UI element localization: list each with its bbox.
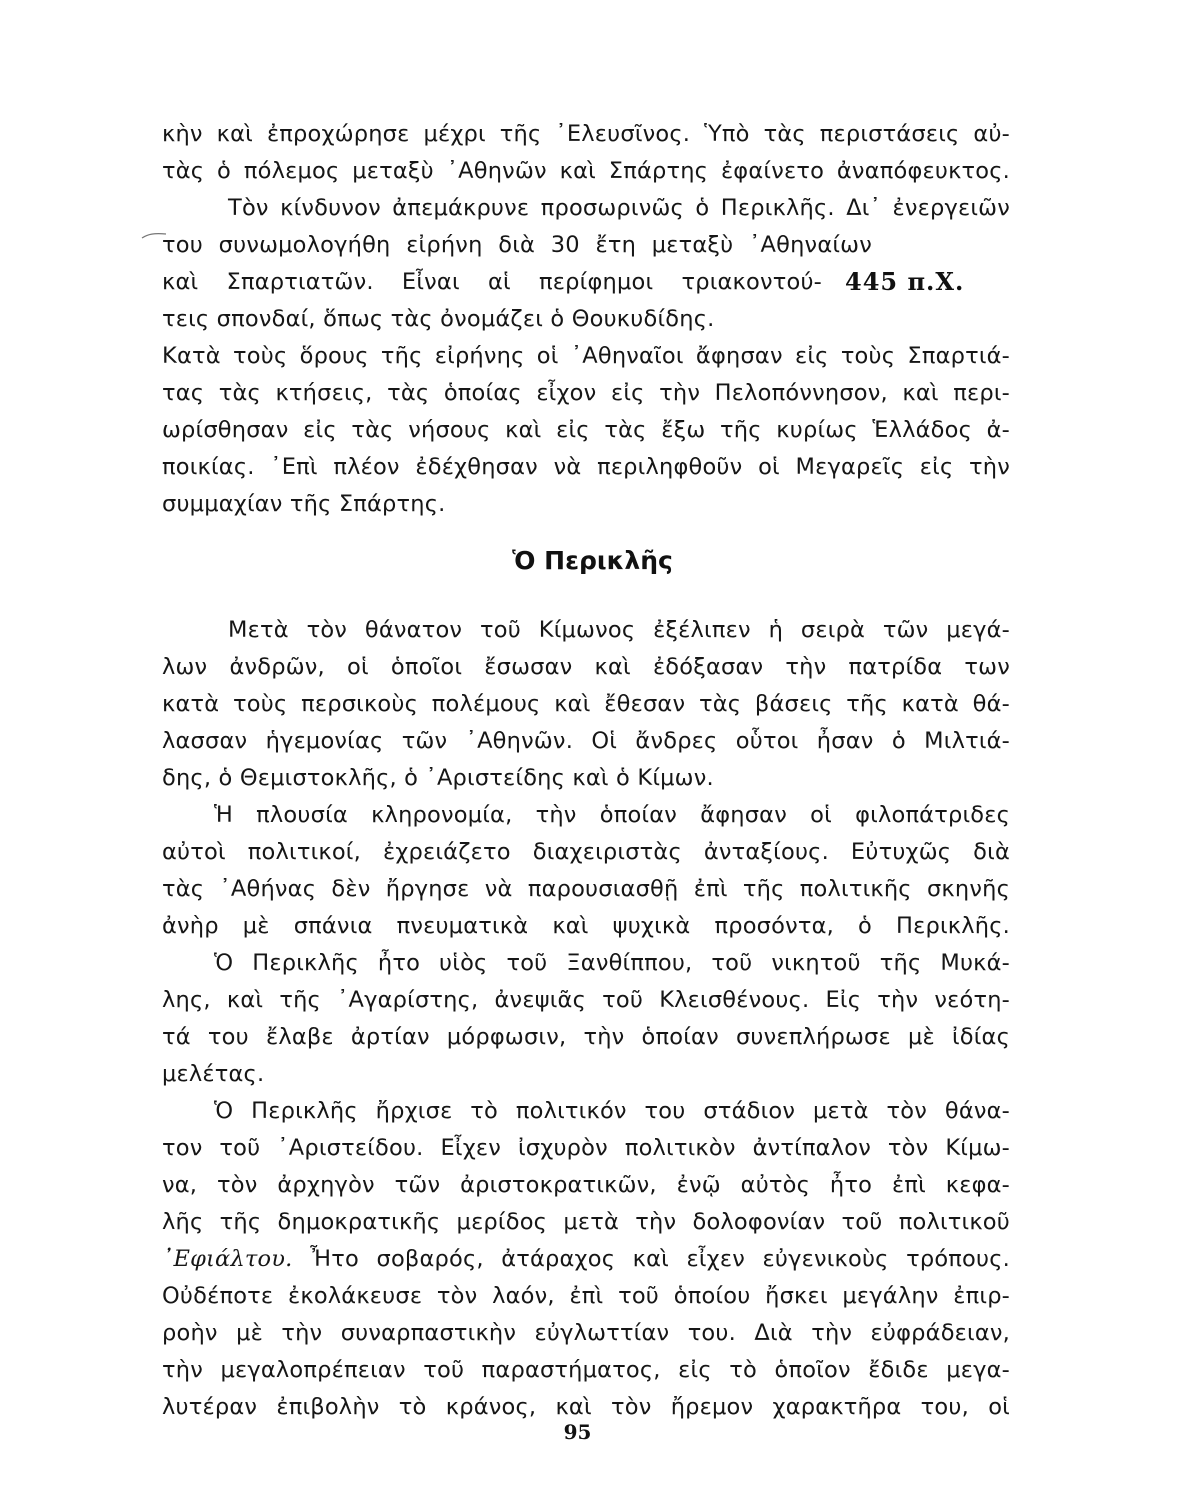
text-line: τά του ἔλαβε ἀρτίαν μόρφωσιν, τὴν ὁποίαν συνεπλήρωσε μὲ ἰδίας xyxy=(162,1024,1010,1050)
text-line: καὶ Σπαρτιατῶν. Εἶναι αἱ περίφημοι τριακοντού- xyxy=(162,269,822,295)
section-heading xyxy=(0,543,1185,579)
text-line: δης, ὁ Θεμιστοκλῆς, ὁ ᾿Αριστείδης καὶ ὁ Κίμων. xyxy=(162,765,714,791)
text-line: Ὁ Περικλῆς ἤρχισε τὸ πολιτικόν του στάδιον μετὰ τὸν θάνα- xyxy=(214,1098,1010,1124)
text-line: συμμαχίαν τῆς Σπάρτης. xyxy=(162,491,446,517)
margin-date: 445 π.Χ. xyxy=(845,267,965,296)
text-line: λασσαν ἡγεμονίας τῶν ᾿Αθηνῶν. Οἱ ἄνδρες οὗτοι ἦσαν ὁ Μιλτιά- xyxy=(162,728,1010,754)
text-line: τὰς ᾿Αθήνας δὲν ἤργησε νὰ παρουσιασθῇ ἐπὶ τῆς πολιτικῆς σκηνῆς xyxy=(162,876,1010,902)
text-line: Ὁ Περικλῆς ἦτο υἱὸς τοῦ Ξανθίππου, τοῦ νικητοῦ τῆς Μυκά- xyxy=(214,950,1010,976)
section-heading-text: Ὁ Περικλῆς xyxy=(512,546,673,575)
text-line: τας τὰς κτήσεις, τὰς ὁποίας εἶχον εἰς τὴν Πελοπόννησον, καὶ περι- xyxy=(162,380,1010,406)
text-line: τὰς ὁ πόλεμος μεταξὺ ᾿Αθηνῶν καὶ Σπάρτης ἐφαίνετο ἀναπόφευκτος. xyxy=(162,158,1010,184)
text-line: τὴν μεγαλοπρέπειαν τοῦ παραστήματος, εἰς τὸ ὁποῖον ἔδιδε μεγα- xyxy=(162,1357,1010,1383)
text-line: ἀνὴρ μὲ σπάνια πνευματικὰ καὶ ψυχικὰ προσόντα, ὁ Περικλῆς. xyxy=(162,913,1010,939)
text-line: λυτέραν ἐπιβολὴν τὸ κράνος, καὶ τὸν ἤρεμον χαρακτῆρα του, οἱ xyxy=(162,1394,1010,1420)
text-line: ποικίας. ᾿Επὶ πλέον ἐδέχθησαν νὰ περιληφθοῦν οἱ Μεγαρεῖς εἰς τὴν xyxy=(162,454,1010,480)
text-line: λῆς τῆς δημοκρατικῆς μερίδος μετὰ τὴν δολοφονίαν τοῦ πολιτικοῦ xyxy=(162,1209,1010,1235)
text-line: τον τοῦ ᾿Αριστείδου. Εἶχεν ἰσχυρὸν πολιτικὸν ἀντίπαλον τὸν Κίμω- xyxy=(162,1135,1010,1161)
text-line: μελέτας. xyxy=(162,1061,265,1087)
text-line: ωρίσθησαν εἰς τὰς νήσους καὶ εἰς τὰς ἔξω τῆς κυρίως Ἑλλάδος ἀ- xyxy=(162,417,1010,443)
text-line: αὐτοὶ πολιτικοί, ἐχρειάζετο διαχειριστὰς ἀνταξίους. Εὐτυχῶς διὰ xyxy=(162,839,1010,865)
text-line: Οὐδέποτε ἐκολάκευσε τὸν λαόν, ἐπὶ τοῦ ὁποίου ἤσκει μεγάλην ἐπιρ- xyxy=(162,1283,1010,1309)
text-line xyxy=(162,1241,1010,1277)
page-number: 95 xyxy=(563,1420,592,1444)
text-line: ροὴν μὲ τὴν συναρπαστικὴν εὐγλωττίαν του. Διὰ τὴν εὐφράδειαν, xyxy=(162,1320,1010,1346)
text-line: κὴν καὶ ἐπροχώρησε μέχρι τῆς ᾿Ελευσῖνος. Ὑπὸ τὰς περιστάσεις αὐ- xyxy=(162,121,1010,147)
text-line: κατὰ τοὺς περσικοὺς πολέμους καὶ ἔθεσαν τὰς βάσεις τῆς κατὰ θά- xyxy=(162,691,1010,717)
text-line: Τὸν κίνδυνον ἀπεμάκρυνε προσωρινῶς ὁ Περικλῆς. Δι᾿ ἐνεργειῶν xyxy=(228,195,1010,221)
text-line: Ἡ πλουσία κληρονομία, τὴν ὁποίαν ἄφησαν οἱ φιλοπάτριδες xyxy=(214,802,1010,828)
text-line: λης, καὶ τῆς ᾿Αγαρίστης, ἀνεψιᾶς τοῦ Κλεισθένους. Εἰς τὴν νεότη- xyxy=(162,987,1010,1013)
text-line: του συνωμολογήθη εἰρήνη διὰ 30 ἔτη μεταξὺ ᾿Αθηναίων xyxy=(162,232,872,258)
text-line: τεις σπονδαί, ὅπως τὰς ὀνομάζει ὁ Θουκυδίδης. xyxy=(162,306,715,332)
text-line: λων ἀνδρῶν, οἱ ὁποῖοι ἔσωσαν καὶ ἐδόξασαν τὴν πατρίδα των xyxy=(162,654,1010,680)
text-line: Κατὰ τοὺς ὅρους τῆς εἰρήνης οἱ ᾿Αθηναῖοι ἄφησαν εἰς τοὺς Σπαρτιά- xyxy=(162,343,1010,369)
italic-name: ᾿Εφιάλτου. xyxy=(162,1246,293,1272)
text-span: Ἦτο σοβαρός, ἀτάραχος καὶ εἶχεν εὐγενικοὺς τρόπους. xyxy=(292,1246,1010,1272)
text-line: να, τὸν ἀρχηγὸν τῶν ἀριστοκρατικῶν, ἐνῷ αὐτὸς ἦτο ἐπὶ κεφα- xyxy=(162,1172,1010,1198)
text-line: Μετὰ τὸν θάνατον τοῦ Κίμωνος ἐξέλιπεν ἡ σειρὰ τῶν μεγά- xyxy=(228,617,1010,643)
